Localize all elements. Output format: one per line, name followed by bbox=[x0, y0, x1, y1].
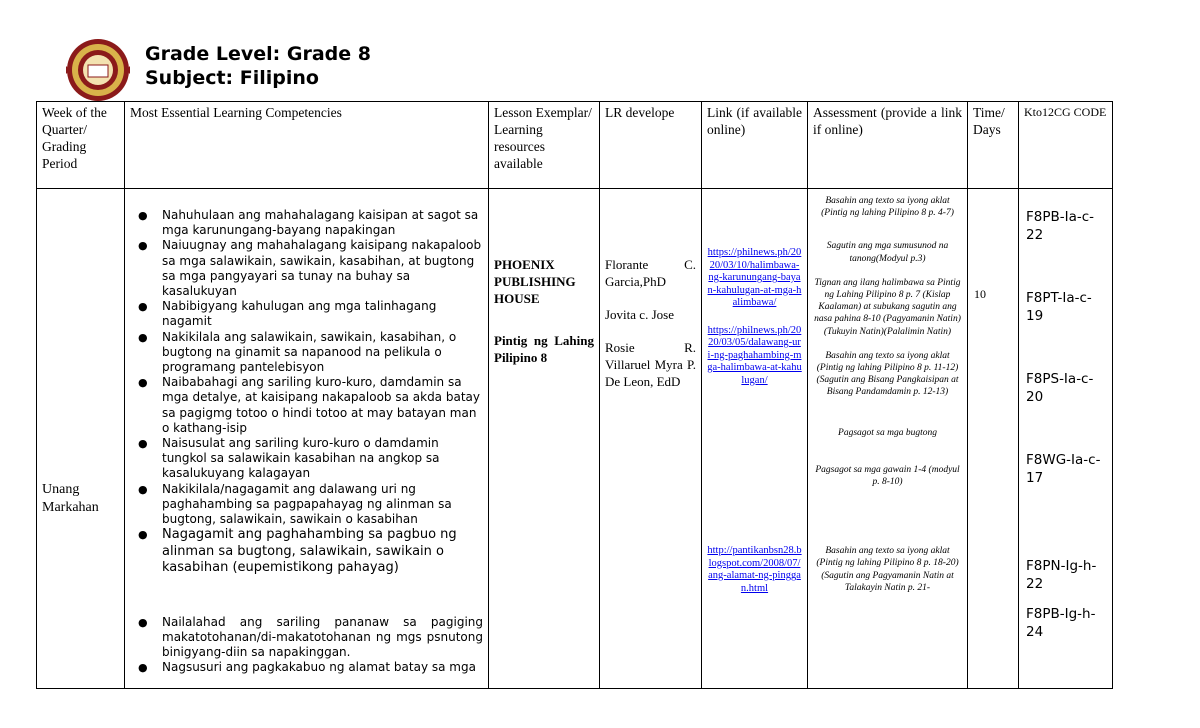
link-cell bbox=[702, 189, 808, 689]
code-list bbox=[1024, 208, 1107, 641]
publisher-name: PHOENIX PUBLISHING HOUSE bbox=[494, 257, 576, 306]
time-days-value: 10 bbox=[974, 287, 986, 301]
curriculum-code: F8WG-Ia-c-17 bbox=[1026, 452, 1101, 486]
link-list bbox=[707, 247, 802, 595]
resource-link[interactable]: https://philnews.ph/2020/03/10/halimbawa-ng-karunungang-bayan-kahulugan-at-mga-halimbawa/ bbox=[707, 247, 802, 308]
list-item: ● Nagagamit ang paghahambing sa pagbuo ng alinman sa bugtong, salawikain, sawikain o kasabihan (eupemistikong pahayag) bbox=[138, 527, 483, 577]
curriculum-code: F8PT-Ia-c-19 bbox=[1026, 290, 1092, 324]
list-item: ● Naiuugnay ang mahahalagang kaisipang nakapaloob sa mga salawikain, sawikain, kasabihan, at bugtong sa mga pangyayari sa tunay na buhay sa kasalukuyan bbox=[138, 238, 483, 299]
assessment-list bbox=[813, 195, 962, 594]
col-assessment: Assessment (provide a link if online) bbox=[808, 102, 968, 189]
list-item: ● Naibabahagi ang sariling kuro-kuro, damdamin sa mga detalye, at kaisipang nakapaloob sa akda batay sa pagigmg totoo o hindi totoo at may batayan man o kathang-isip bbox=[138, 375, 483, 436]
quarter-cell bbox=[37, 189, 125, 689]
assessment-item: Basahin ang texto sa iyong aklat (Pintig ng lahing Pilipino 8 p. 11-12)(Sagutin ang Bisang Pangkaisipan at Bisang Pandamdamin p. 12-13) bbox=[816, 350, 959, 398]
col-code: Kto12CG CODE bbox=[1019, 102, 1113, 189]
developer-list bbox=[605, 256, 696, 390]
assessment-item: Sagutin ang mga sumusunod na tanong(Modyul p.3) bbox=[826, 241, 949, 264]
curriculum-code: F8PB-Ia-c-22 bbox=[1026, 209, 1095, 243]
resource-link[interactable]: http://pantikanbsn28.blogspot.com/2008/07/ang-alamat-ng-pinggan.html bbox=[707, 545, 802, 594]
lesson-cell bbox=[489, 189, 600, 689]
col-time: Time/ Days bbox=[968, 102, 1019, 189]
col-lesson: Lesson Exemplar/ Learning resources available bbox=[489, 102, 600, 189]
developer-name: Rosie R. Villaruel Myra P. De Leon, EdD bbox=[605, 340, 696, 389]
list-item: ● Nagsusuri ang pagkakabuo ng alamat batay sa mga bbox=[138, 660, 483, 675]
competency-list bbox=[130, 208, 483, 676]
list-item: ● Nailalahad ang sariling pananaw sa pagiging makatotohanan/di-makatotohanan ng mgs psnutong binigyang-diin sa napakinggan. bbox=[138, 615, 483, 661]
table-header-row bbox=[37, 102, 1113, 189]
code-cell bbox=[1019, 189, 1113, 689]
lr-developer-cell bbox=[600, 189, 702, 689]
assessment-cell bbox=[808, 189, 968, 689]
col-week: Week of the Quarter/ Grading Period bbox=[37, 102, 125, 189]
assessment-item: Pagsagot sa mga gawain 1-4 (modyul p. 8-10) bbox=[815, 464, 960, 488]
col-competencies: Most Essential Learning Competencies bbox=[125, 102, 489, 189]
book-title: Pintig ng Lahing Pilipino 8 bbox=[494, 333, 594, 365]
col-link: Link (if available online) bbox=[702, 102, 808, 189]
subject-title: Subject: Filipino bbox=[145, 67, 319, 89]
list-item: ● Nabibigyang kahulugan ang mga talinhagang nagamit bbox=[138, 299, 483, 329]
document-header bbox=[145, 42, 371, 90]
assessment-item: Pagsagot sa mga bugtong bbox=[838, 427, 937, 438]
assessment-item: Basahin ang texto sa iyong aklat (Pintig ng lahing Pilipino 8 p. 4-7) bbox=[821, 196, 954, 219]
list-item: ● Naisusulat ang sariling kuro-kuro o damdamin tungkol sa salawikain kasabihan na angkop sa kasalukuyang kalagayan bbox=[138, 436, 483, 482]
list-item: ● Nahuhulaan ang mahahalagang kaisipan at sagot sa mga karunungang-bayang napakingan bbox=[138, 208, 483, 238]
curriculum-table bbox=[36, 101, 1113, 689]
quarter-label: Unang Markahan bbox=[42, 481, 99, 515]
curriculum-code: F8PB-Ig-h-24 bbox=[1026, 606, 1096, 640]
developer-name: Jovita c. Jose bbox=[605, 307, 674, 322]
resource-link[interactable]: https://philnews.ph/2020/03/05/dalawang-uri-ng-paghahambing-mga-halimbawa-at-kahulugan/ bbox=[707, 324, 802, 386]
curriculum-code: F8PN-Ig-h-22 bbox=[1026, 558, 1097, 592]
col-lr-developer: LR develope bbox=[600, 102, 702, 189]
developer-name: Florante C. Garcia,PhD bbox=[605, 257, 696, 289]
assessment-item: Tignan ang ilang halimbawa sa Pintig ng Lahing Pilipino 8 p. 7 (Kislap Kaalaman) at subukang sagutin ang nasa pahina 8-10 (Pagyamanin Natin)(Tukuyin Natin)(Palalimin Natin) bbox=[814, 277, 961, 337]
table-row bbox=[37, 189, 1113, 689]
school-seal-logo bbox=[66, 38, 130, 102]
list-item: ● Nakikilala/nagagamit ang dalawang uri ng paghahambing sa pagpapahayag ng alinman sa bugtong, salawikain, sawikain o kasabihan bbox=[138, 482, 483, 528]
competencies-cell bbox=[125, 189, 489, 689]
grade-level-title: Grade Level: Grade 8 bbox=[145, 43, 371, 65]
assessment-item: Basahin ang texto sa iyong aklat (Pintig ng lahing Pilipino 8 p. 18-20)(Sagutin ang Pagyamanin Natin at Talakayin Natin p. 21- bbox=[816, 546, 959, 593]
curriculum-code: F8PS-Ia-c-20 bbox=[1026, 371, 1094, 405]
time-cell bbox=[968, 189, 1019, 689]
list-item: ● Nakikilala ang salawikain, sawikain, kasabihan, o bugtong na ginamit sa napanood na pelikula o programang pantelebisyon bbox=[138, 330, 483, 376]
